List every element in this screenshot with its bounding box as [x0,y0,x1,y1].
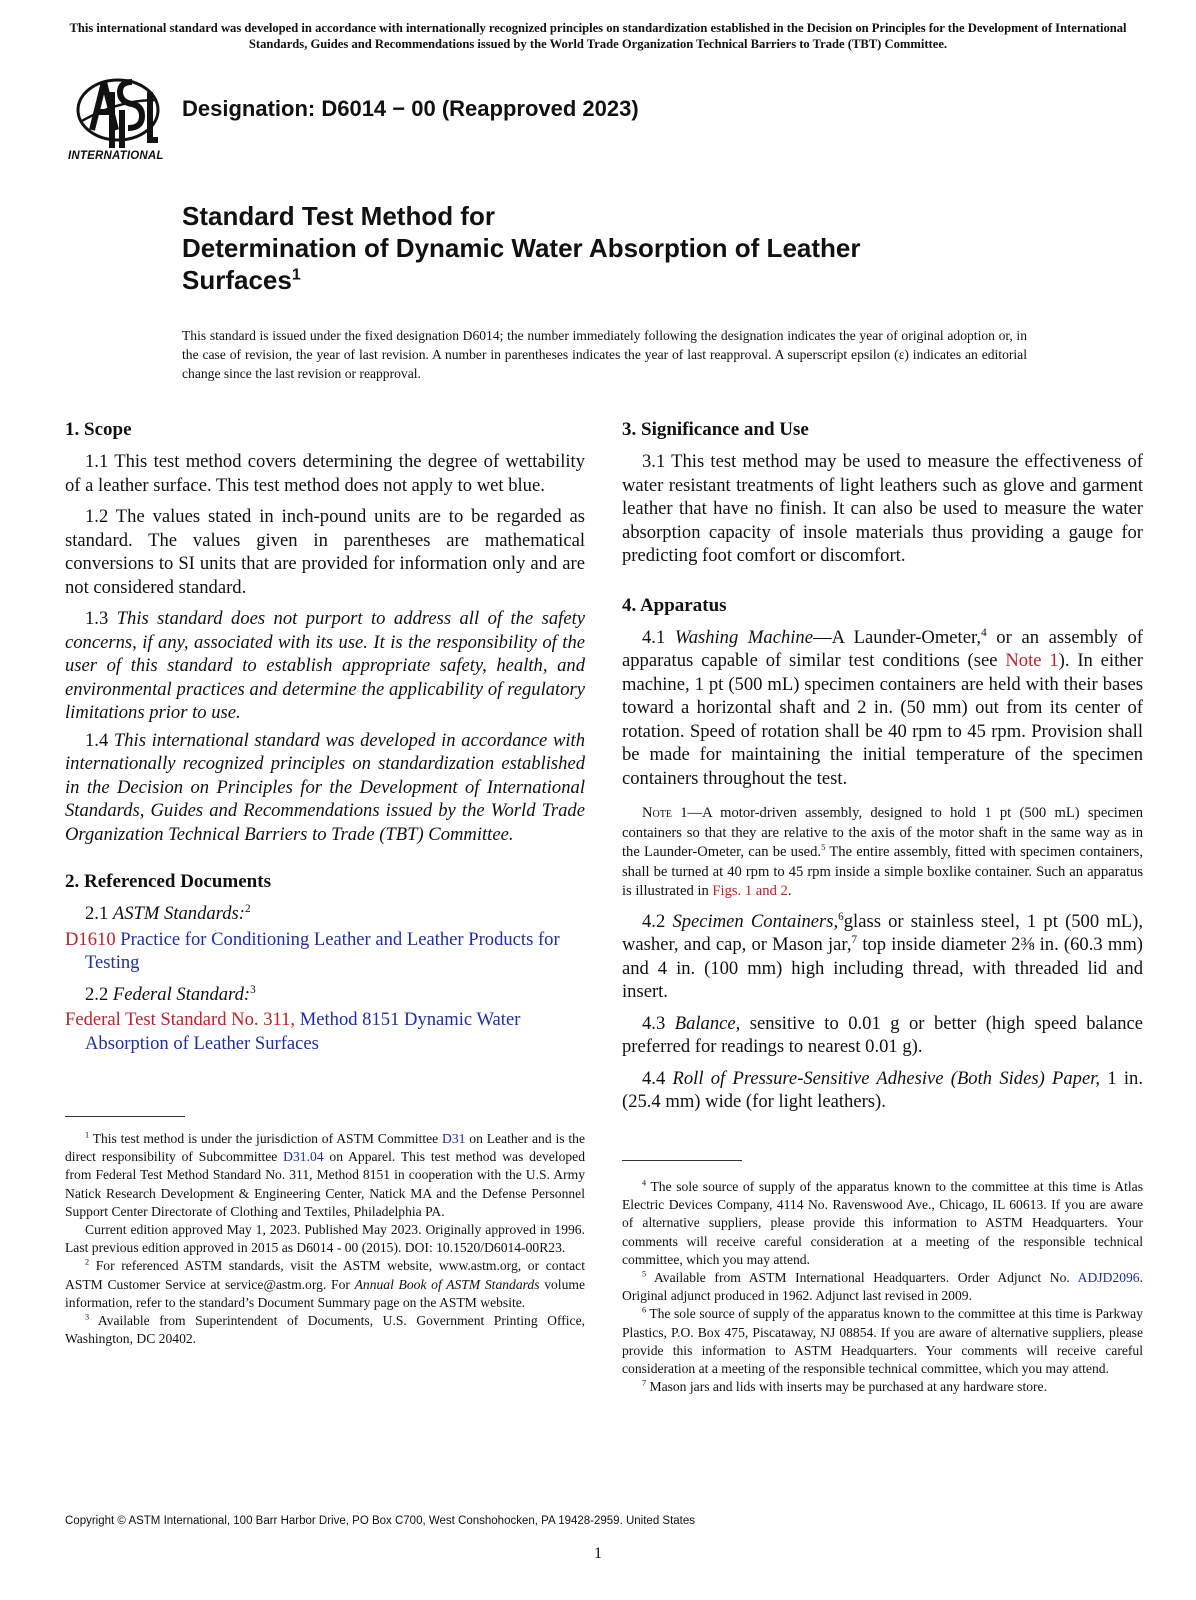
ref-d1610 [65,928,585,975]
footnote-ref-3[interactable]: 3 [250,983,256,996]
para-4-3: 4.3 Balance, sensitive to 0.01 g or better (high speed balance preferred for readings to nearest 0.01 g). [622,1012,1144,1057]
link-method-8151[interactable]: Method 8151 Dynamic Water Absorption of Leather Surfaces [85,1009,521,1054]
section-apparatus-heading: 4. Apparatus [622,594,727,616]
footnote-rule-left [65,1116,185,1117]
designation: Designation: D6014 − 00 (Reapproved 2023) [182,96,639,121]
footnote-rule-right [622,1160,742,1161]
para-1-4: 1.4 This international standard was developed in accordance with internationally recognized principles on standardization established in the Decision on Principles for the Development of International Standards, Guides and Recommendations issued by the World Trade Organization Technical Barriers to Trade (TBT) Committee. [65,729,586,845]
footnotes-right [622,1178,1143,1396]
page-title [182,200,1062,296]
copyright: Copyright © ASTM International, 100 Barr Harbor Drive, PO Box C700, West Conshohocken, PA 19428-2959. United States [65,1515,696,1527]
footnote-1-edition: Current edition approved May 1, 2023. Published May 2023. Originally approved in 1996. Last previous edition approved in 2015 as D6014 - 00 (2015). DOI: 10.1520/D6014-00R23. [65,1222,585,1256]
title-line-2: Determination of Dynamic Water Absorption of Leather [182,233,861,263]
link-d1610-title[interactable]: Practice for Conditioning Leather and Leather Products for Testing [85,928,560,973]
para-1-2: 1.2 The values stated in inch-pound units are to be regarded as standard. The values given in parentheses are mathematical conversions to SI units that are provided for information only and are not considered standard. [65,506,585,598]
para-2-2: 2.2 Federal Standard:$^3$ [85,983,256,1005]
note-1: Note 1—A motor-driven assembly, designed to hold 1 pt (500 mL) specimen containers so that they are relative to the axis of the motor shaft in the same way as in the Launder-Ometer, can be used.$^5$ The entire assembly, fitted with specimen containers, shall be turned at 40 rpm to 45 rpm inside a simple boxlike container. Such an apparatus is illustrated in Figs. 1 and 2. [622,805,1143,899]
para-4-4: 4.4 Roll of Pressure-Sensitive Adhesive (Both Sides) Paper, 1 in. (25.4 mm) wide (for light leathers). [622,1067,1143,1112]
para-4-2: 4.2 Specimen Containers,$^6$glass or stainless steel, 1 pt (500 mL), washer, and cap, or Mason jar,$^7$ top inside diameter 2⅜ in. (60.3 mm) and 4 in. (100 mm) high including thread, with threaded lid and insert. [622,910,1144,1002]
title-line-1: Standard Test Method for [182,201,495,231]
para-3-1: 3.1 This test method may be used to measure the effectiveness of water resistant treatments of light leathers such as glove and garment leather that have no finish. It can also be used to measure the water absorption capacity of insole materials thus providing a gauge for predicting foot comfort or discomfort. [622,451,1143,566]
right-column [622,418,1143,1122]
link-d31-04[interactable]: D31.04 [283,1149,324,1165]
para-4-1: 4.1 Washing Machine—A Launder-Ometer,$^4$ or an assembly of apparatus capable of similar test conditions (see Note 1). In either machine, 1 pt (500 mL) specimen containers are held with their bases toward a horizontal shaft and 2 in. (50 mm) out from its center of rotation. Speed of rotation shall be 40 rpm to 45 rpm. Provision shall be made for maintaining the initial temperature of the specimen containers throughout the test. [622,626,1143,789]
footnotes-left [65,1130,585,1348]
footnote-1: $^1$ This test method is under the jurisdiction of ASTM Committee D31 on Leather and is the direct responsibility of Subcommittee D31.04 on Apparel. This test method was developed from Federal Test Method Standard No. 311, Method 8151 in cooperation with the U.S. Army Natick Research Development & Engineering Center, Natick MA and the Defense Personnel Support Center Directorate of Clothing and Textiles, Philadelphia PA. [65,1130,586,1219]
ref-federal [65,1008,585,1055]
page-number: 1 [594,1545,602,1562]
header-notice: This international standard was developed in accordance with internationally recognized principles on standardization established in the Decision on Principles for the Development of International Standards, Guides and Recommendations issued by the World Trade Organization Technical Barriers to Trade (TBT) Committee. [69,21,1127,51]
logo-text: INTERNATIONAL [68,150,164,162]
link-federal-standard[interactable]: Federal Test Standard No. 311, [65,1009,296,1030]
footnote-7: $^7$ Mason jars and lids with inserts may be purchased at any hardware store. [642,1378,1047,1395]
footnote-ref-5[interactable]: 5 [821,842,826,853]
link-adjd2096[interactable]: ADJD2096 [1077,1270,1140,1286]
footnote-ref-2[interactable]: 2 [244,902,251,915]
section-significance-heading: 3. Significance and Use [622,419,809,440]
para-1-1: 1.1 This test method covers determining the degree of wettability of a leather surface. This test method does not apply to wet blue. [65,451,585,496]
para-2-1: 2.1 ASTM Standards:$^2$ [85,902,251,924]
left-column [65,418,585,1063]
link-d1610[interactable]: D1610 [65,928,116,950]
footnote-ref-6[interactable]: 6 [838,910,844,923]
footnote-2: $^2$ For referenced ASTM standards, visit the ASTM website, www.astm.org, or contact ASTM Customer Service at service@astm.org. For Annual Book of ASTM Standards volume information, refer to the standard’s Document Summary page on the ASTM website. [65,1257,585,1310]
section-scope-heading: 1. Scope [65,419,132,440]
footnote-3: $^3$ Available from Superintendent of Documents, U.S. Government Printing Office, Washington, DC 20402. [65,1312,585,1347]
title-line-3-text: Surfaces [182,265,292,295]
footnote-ref-7[interactable]: 7 [851,933,858,946]
footnote-ref-4[interactable]: 4 [981,626,987,639]
para-1-3: 1.3 This standard does not purport to address all of the safety concerns, if any, associated with its use. It is the responsibility of the user of this standard to establish appropriate safety, health, and environmental practices and determine the applicability of regulatory limitations prior to use. [65,608,585,723]
link-note-1[interactable]: Note 1 [1005,650,1059,671]
title-footnote-ref[interactable]: 1 [291,266,301,284]
section-refdocs-heading: 2. Referenced Documents [65,871,271,892]
footnote-4: $^4$ The sole source of supply of the apparatus known to the committee at this time is Atlas Electric Devices Company, 4114 No. Ravenswood Ave., Chicago, IL 60613. If you are aware of alternative suppliers, please provide this information to ASTM Headquarters. Your comments will receive careful consideration at a meeting of the responsible technical committee, which you may attend. [622,1178,1143,1267]
title-line-3 [182,264,1062,296]
footnote-5: $^5$ Available from ASTM International Headquarters. Order Adjunct No. ADJD2096. Original adjunct produced in 1962. Adjunct last revised in 2009. [622,1269,1143,1304]
link-d31[interactable]: D31 [442,1131,466,1146]
footnote-6: $^6$ The sole source of supply of the apparatus known to the committee at this time is Parkway Plastics, P.O. Box 475, Piscataway, NJ 08854. If you are aware of alternative suppliers, please provide this information to ASTM Headquarters. Your comments will receive careful consideration at a meeting of the responsible technical committee, which you may attend. [622,1305,1143,1377]
issued-statement: This standard is issued under the fixed designation D6014; the number immediately following the designation indicates the year of original adoption or, in the case of revision, the year of last revision. A number in parentheses indicates the year of last reapproval. A superscript epsilon (ε) indicates an editorial change since the last revision or reapproval. [182,328,1027,381]
link-figs-1-2[interactable]: Figs. 1 and 2 [712,883,788,899]
